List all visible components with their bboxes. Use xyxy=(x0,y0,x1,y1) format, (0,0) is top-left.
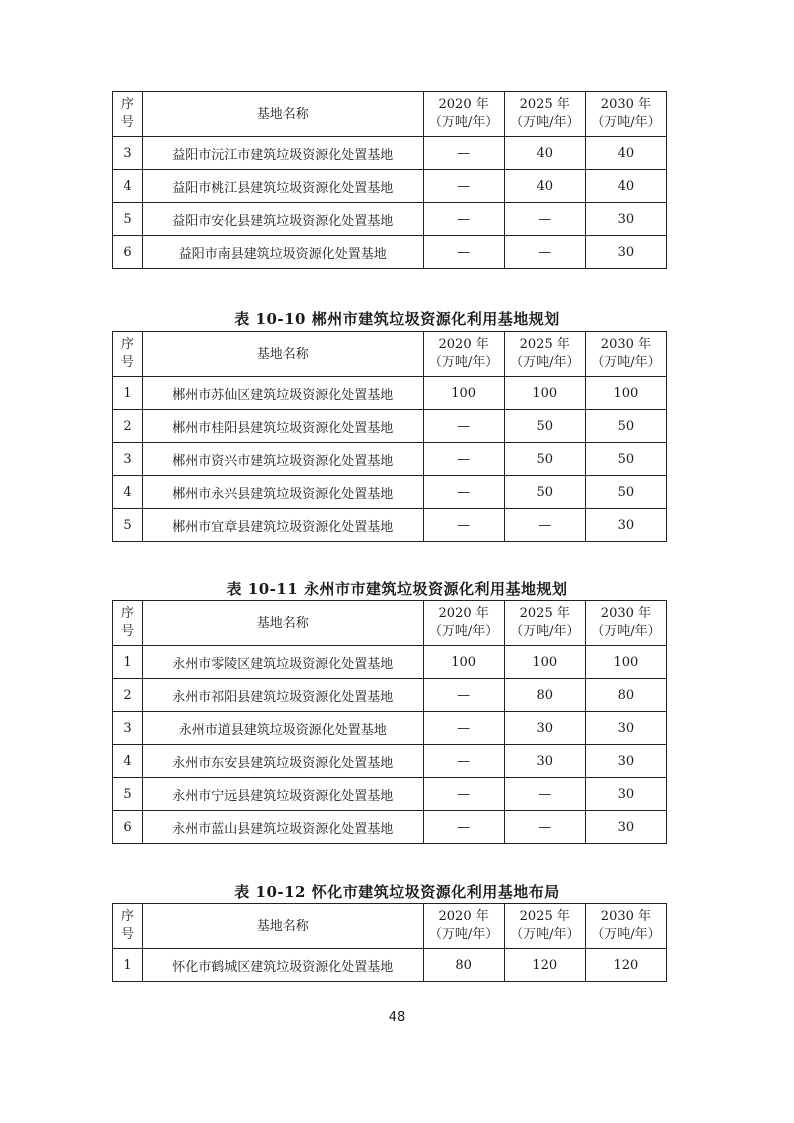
header-seq-line: 序 xyxy=(121,337,135,352)
header-seq xyxy=(113,92,143,137)
page-number: 48 xyxy=(388,1010,406,1025)
header-y2020 xyxy=(423,332,504,377)
cell-y2030: 50 xyxy=(585,410,666,443)
cell-seq: 2 xyxy=(113,410,143,443)
header-y2020-line: 2020 年 xyxy=(438,909,489,924)
header-y2020-line: 2020 年 xyxy=(438,606,489,621)
header-seq-line: 序 xyxy=(121,97,135,112)
cell-seq: 1 xyxy=(113,949,143,982)
header-y2025-line: （万吨/年） xyxy=(510,115,580,130)
header-y2030-line: （万吨/年） xyxy=(591,115,661,130)
table-chenzhou xyxy=(112,331,667,542)
cell-y2025: 120 xyxy=(504,949,585,982)
cell-seq: 6 xyxy=(113,811,143,844)
header-y2025 xyxy=(504,904,585,949)
cell-name: 永州市蓝山县建筑垃圾资源化处置基地 xyxy=(143,811,424,844)
header-y2025 xyxy=(504,601,585,646)
header-y2025-line: 2025 年 xyxy=(519,97,570,112)
cell-y2025: — xyxy=(504,236,585,269)
table-row xyxy=(113,745,667,778)
cell-seq: 1 xyxy=(113,646,143,679)
cell-seq: 4 xyxy=(113,476,143,509)
cell-y2020: — xyxy=(423,778,504,811)
cell-y2030: 30 xyxy=(585,203,666,236)
cell-y2020: 100 xyxy=(423,646,504,679)
cell-name: 益阳市沅江市建筑垃圾资源化处置基地 xyxy=(143,137,424,170)
header-y2020-line: 2020 年 xyxy=(438,337,489,352)
header-y2020-line: （万吨/年） xyxy=(428,355,499,370)
cell-y2030: 40 xyxy=(585,137,666,170)
cell-name: 郴州市资兴市建筑垃圾资源化处置基地 xyxy=(143,443,424,476)
header-y2030-line: 2030 年 xyxy=(600,606,652,621)
table-row xyxy=(113,377,667,410)
cell-y2025: 80 xyxy=(504,679,585,712)
table-caption-10-11: 表 10-11 永州市市建筑垃圾资源化利用基地规划 xyxy=(226,580,568,598)
header-seq-line: 序 xyxy=(121,606,135,621)
cell-y2030: 30 xyxy=(585,712,666,745)
header-seq-line: 号 xyxy=(121,355,135,370)
cell-y2030: 100 xyxy=(585,377,666,410)
cell-y2020: — xyxy=(423,811,504,844)
cell-y2030: 50 xyxy=(585,476,666,509)
cell-y2030: 30 xyxy=(585,236,666,269)
cell-seq: 5 xyxy=(113,509,143,542)
cell-y2025: — xyxy=(504,509,585,542)
cell-y2025: 40 xyxy=(504,170,585,203)
cell-y2030: 30 xyxy=(585,509,666,542)
header-y2025 xyxy=(504,92,585,137)
cell-y2020: — xyxy=(423,712,504,745)
table-row xyxy=(113,679,667,712)
header-y2020 xyxy=(423,601,504,646)
cell-seq: 5 xyxy=(113,203,143,236)
header-name: 基地名称 xyxy=(143,92,424,137)
table-caption-10-10: 表 10-10 郴州市建筑垃圾资源化利用基地规划 xyxy=(234,310,560,328)
header-y2025-line: 2025 年 xyxy=(519,909,570,924)
header-row xyxy=(113,332,667,377)
table-row xyxy=(113,170,667,203)
cell-y2020: — xyxy=(423,679,504,712)
cell-seq: 1 xyxy=(113,377,143,410)
table-huaihua xyxy=(112,903,667,982)
cell-y2025: 50 xyxy=(504,443,585,476)
header-y2030-line: 2030 年 xyxy=(600,909,652,924)
header-seq-line: 号 xyxy=(121,115,135,130)
header-row xyxy=(113,904,667,949)
table-row xyxy=(113,778,667,811)
cell-name: 永州市道县建筑垃圾资源化处置基地 xyxy=(143,712,424,745)
table-row xyxy=(113,203,667,236)
cell-seq: 4 xyxy=(113,170,143,203)
cell-y2025: 100 xyxy=(504,646,585,679)
cell-y2020: — xyxy=(423,410,504,443)
cell-name: 益阳市桃江县建筑垃圾资源化处置基地 xyxy=(143,170,424,203)
cell-y2030: 100 xyxy=(585,646,666,679)
cell-y2020: — xyxy=(423,476,504,509)
table-row xyxy=(113,712,667,745)
cell-seq: 3 xyxy=(113,137,143,170)
header-seq-line: 序 xyxy=(121,909,135,924)
cell-seq: 4 xyxy=(113,745,143,778)
table-yongzhou xyxy=(112,600,667,844)
cell-y2025: 30 xyxy=(504,745,585,778)
cell-y2020: — xyxy=(423,236,504,269)
table-row xyxy=(113,137,667,170)
table-row xyxy=(113,811,667,844)
cell-y2020: — xyxy=(423,137,504,170)
header-seq xyxy=(113,332,143,377)
table-row xyxy=(113,949,667,982)
cell-y2025: — xyxy=(504,811,585,844)
cell-seq: 5 xyxy=(113,778,143,811)
header-name: 基地名称 xyxy=(143,332,424,377)
cell-y2020: — xyxy=(423,170,504,203)
header-y2020 xyxy=(423,904,504,949)
table-row xyxy=(113,476,667,509)
cell-y2030: 40 xyxy=(585,170,666,203)
header-y2030 xyxy=(585,904,666,949)
cell-y2020: — xyxy=(423,443,504,476)
header-y2025-line: 2025 年 xyxy=(519,337,570,352)
header-y2020-line: （万吨/年） xyxy=(428,927,499,942)
header-y2030-line: 2030 年 xyxy=(600,97,652,112)
cell-y2030: 30 xyxy=(585,745,666,778)
table-row xyxy=(113,410,667,443)
cell-name: 益阳市安化县建筑垃圾资源化处置基地 xyxy=(143,203,424,236)
header-name: 基地名称 xyxy=(143,904,424,949)
cell-name: 怀化市鹤城区建筑垃圾资源化处置基地 xyxy=(143,949,424,982)
table-row xyxy=(113,646,667,679)
header-seq-line: 号 xyxy=(121,624,135,639)
table-row xyxy=(113,509,667,542)
cell-y2025: — xyxy=(504,778,585,811)
cell-name: 郴州市永兴县建筑垃圾资源化处置基地 xyxy=(143,476,424,509)
header-y2030-line: （万吨/年） xyxy=(591,355,661,370)
cell-y2030: 50 xyxy=(585,443,666,476)
header-y2030-line: （万吨/年） xyxy=(591,927,661,942)
table-caption-10-12: 表 10-12 怀化市建筑垃圾资源化利用基地布局 xyxy=(234,883,560,901)
cell-seq: 2 xyxy=(113,679,143,712)
header-y2025-line: （万吨/年） xyxy=(510,355,580,370)
cell-y2025: 50 xyxy=(504,476,585,509)
cell-name: 郴州市桂阳县建筑垃圾资源化处置基地 xyxy=(143,410,424,443)
header-y2025 xyxy=(504,332,585,377)
cell-name: 永州市东安县建筑垃圾资源化处置基地 xyxy=(143,745,424,778)
cell-name: 永州市祁阳县建筑垃圾资源化处置基地 xyxy=(143,679,424,712)
header-seq xyxy=(113,601,143,646)
cell-y2020: 80 xyxy=(423,949,504,982)
cell-y2030: 30 xyxy=(585,778,666,811)
table-row xyxy=(113,443,667,476)
header-y2030-line: （万吨/年） xyxy=(591,624,661,639)
header-row xyxy=(113,92,667,137)
header-y2020 xyxy=(423,92,504,137)
table-row xyxy=(113,236,667,269)
header-seq xyxy=(113,904,143,949)
header-y2020-line: （万吨/年） xyxy=(428,624,499,639)
header-y2030 xyxy=(585,92,666,137)
cell-y2025: 40 xyxy=(504,137,585,170)
cell-y2030: 80 xyxy=(585,679,666,712)
header-y2025-line: （万吨/年） xyxy=(510,927,580,942)
header-seq-line: 号 xyxy=(121,927,135,942)
cell-y2020: — xyxy=(423,509,504,542)
cell-seq: 3 xyxy=(113,712,143,745)
cell-y2025: 30 xyxy=(504,712,585,745)
header-y2025-line: （万吨/年） xyxy=(510,624,580,639)
cell-y2030: 120 xyxy=(585,949,666,982)
cell-name: 郴州市苏仙区建筑垃圾资源化处置基地 xyxy=(143,377,424,410)
cell-name: 永州市宁远县建筑垃圾资源化处置基地 xyxy=(143,778,424,811)
cell-seq: 6 xyxy=(113,236,143,269)
header-y2025-line: 2025 年 xyxy=(519,606,570,621)
header-y2020-line: （万吨/年） xyxy=(428,115,499,130)
cell-y2025: 100 xyxy=(504,377,585,410)
cell-name: 永州市零陵区建筑垃圾资源化处置基地 xyxy=(143,646,424,679)
header-y2030 xyxy=(585,601,666,646)
cell-name: 郴州市宜章县建筑垃圾资源化处置基地 xyxy=(143,509,424,542)
header-name: 基地名称 xyxy=(143,601,424,646)
cell-y2020: — xyxy=(423,745,504,778)
cell-name: 益阳市南县建筑垃圾资源化处置基地 xyxy=(143,236,424,269)
cell-y2020: 100 xyxy=(423,377,504,410)
cell-seq: 3 xyxy=(113,443,143,476)
header-y2030-line: 2030 年 xyxy=(600,337,652,352)
cell-y2025: — xyxy=(504,203,585,236)
header-row xyxy=(113,601,667,646)
header-y2020-line: 2020 年 xyxy=(438,97,489,112)
header-y2030 xyxy=(585,332,666,377)
cell-y2030: 30 xyxy=(585,811,666,844)
table-yiyang-continued xyxy=(112,91,667,269)
cell-y2020: — xyxy=(423,203,504,236)
cell-y2025: 50 xyxy=(504,410,585,443)
